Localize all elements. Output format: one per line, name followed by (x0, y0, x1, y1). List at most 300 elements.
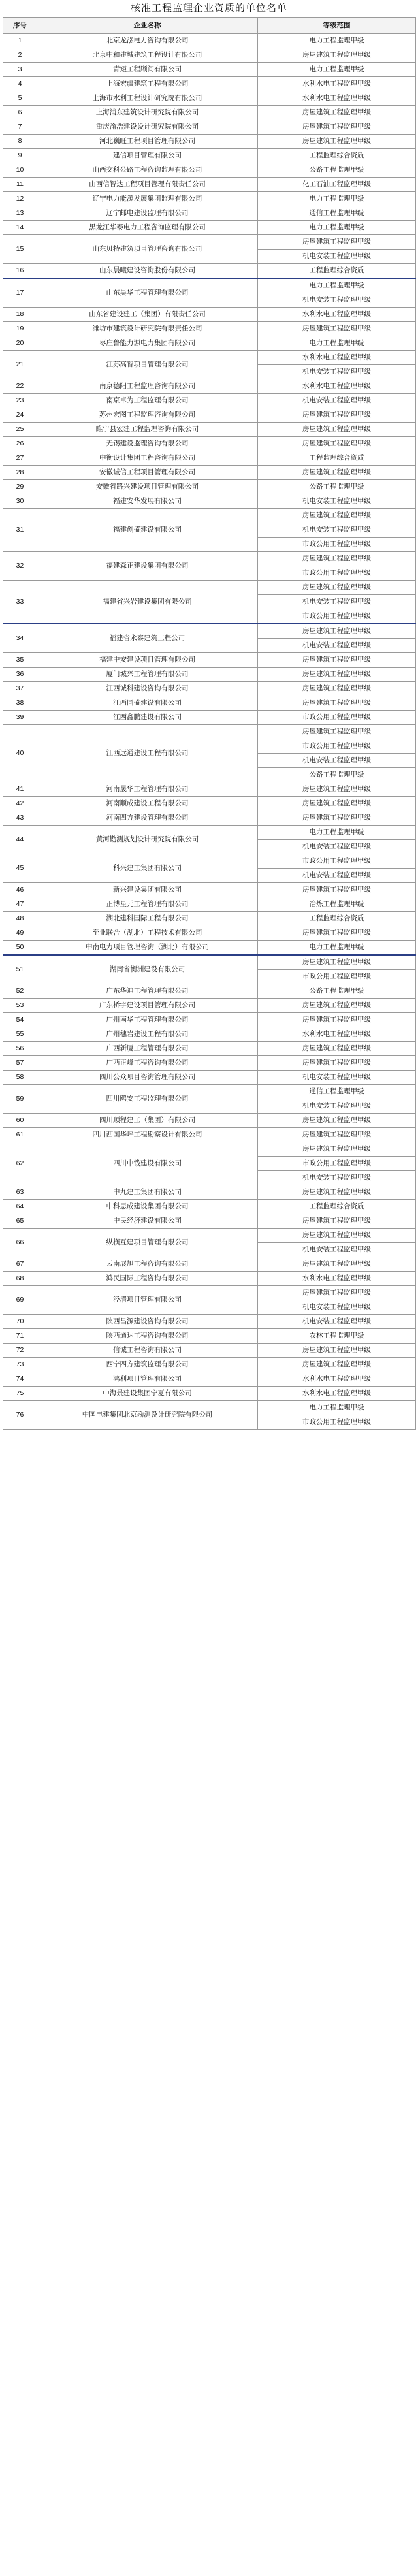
qualification-level: 市政公用工程监理甲级 (258, 739, 416, 754)
qualification-level: 公路工程监理甲级 (258, 984, 416, 999)
qualification-level: 水利水电工程监理甲级 (258, 1272, 416, 1286)
company-name: 无锡建设监理咨询有限公司 (37, 437, 258, 451)
table-row (3, 941, 416, 956)
company-name: 广州穗岩建设工程有限公司 (37, 1027, 258, 1042)
qualification-level: 房屋建筑工程监理甲级 (258, 106, 416, 120)
row-number: 55 (3, 1027, 37, 1042)
qualification-level: 市政公用工程监理甲级 (258, 1157, 416, 1171)
company-name: 鸿民国际工程咨询有限公司 (37, 1272, 258, 1286)
row-number: 17 (3, 278, 37, 308)
qualification-level: 房屋建筑工程监理甲级 (258, 120, 416, 135)
row-number: 48 (3, 912, 37, 926)
qualification-level: 电力工程监理甲级 (258, 1401, 416, 1415)
qualification-level: 机电安装工程监理甲级 (258, 250, 416, 264)
qualification-level: 机电安装工程监理甲级 (258, 840, 416, 854)
table-row (3, 624, 416, 639)
table-row (3, 854, 416, 869)
table-row (3, 394, 416, 408)
row-number: 13 (3, 206, 37, 221)
table-row (3, 552, 416, 566)
qualification-level: 机电安装工程监理甲级 (258, 595, 416, 609)
row-number: 20 (3, 336, 37, 351)
company-name: 湖南省衡洲建设有限公司 (37, 955, 258, 984)
company-name: 广西新厦工程管理有限公司 (37, 1042, 258, 1056)
row-number: 27 (3, 451, 37, 466)
row-number: 74 (3, 1372, 37, 1387)
company-name: 中南电力项目管理咨询（湖北）有限公司 (37, 941, 258, 956)
qualification-level: 房屋建筑工程监理甲级 (258, 682, 416, 696)
row-number: 61 (3, 1128, 37, 1142)
company-name: 纵横互建项目管理有限公司 (37, 1229, 258, 1257)
company-table (3, 17, 416, 1430)
company-name: 中科思成建设集团有限公司 (37, 1200, 258, 1214)
row-number: 69 (3, 1286, 37, 1315)
qualification-level: 机电安装工程监理甲级 (258, 365, 416, 379)
row-number: 22 (3, 379, 37, 394)
row-number: 64 (3, 1200, 37, 1214)
row-number: 72 (3, 1344, 37, 1358)
table-row (3, 682, 416, 696)
qualification-level: 房屋建筑工程监理甲级 (258, 408, 416, 423)
qualification-level: 机电安装工程监理甲级 (258, 494, 416, 509)
qualification-level: 市政公用工程监理甲级 (258, 854, 416, 869)
qualification-level: 房屋建筑工程监理甲级 (258, 423, 416, 437)
qualification-level: 市政公用工程监理甲级 (258, 609, 416, 624)
row-number: 42 (3, 797, 37, 811)
qualification-level: 房屋建筑工程监理甲级 (258, 1229, 416, 1243)
company-name: 中九建工集团有限公司 (37, 1185, 258, 1200)
table-row (3, 883, 416, 897)
table-row (3, 466, 416, 480)
qualification-level: 房屋建筑工程监理甲级 (258, 581, 416, 595)
row-number: 36 (3, 668, 37, 682)
row-number: 15 (3, 235, 37, 264)
company-name: 湖北建科国际工程有限公司 (37, 912, 258, 926)
company-name: 四川顺程建工（集团）有限公司 (37, 1114, 258, 1128)
company-name: 山西交科公路工程咨询监理有限公司 (37, 163, 258, 178)
company-name: 北京中和建城建筑工程设计有限公司 (37, 48, 258, 63)
qualification-level: 电力工程监理甲级 (258, 192, 416, 206)
table-row (3, 1071, 416, 1085)
row-number: 76 (3, 1401, 37, 1430)
qualification-level: 房屋建筑工程监理甲级 (258, 668, 416, 682)
company-name: 四川公众项目咨询管理有限公司 (37, 1071, 258, 1085)
qualification-level: 房屋建筑工程监理甲级 (258, 883, 416, 897)
company-name: 鸿利项目管理有限公司 (37, 1372, 258, 1387)
qualification-level: 房屋建筑工程监理甲级 (258, 926, 416, 941)
row-number: 49 (3, 926, 37, 941)
qualification-level: 市政公用工程监理甲级 (258, 538, 416, 552)
row-number: 56 (3, 1042, 37, 1056)
company-name: 山东省建设建工（集团）有限责任公司 (37, 308, 258, 322)
table-row (3, 1257, 416, 1272)
qualification-level: 房屋建筑工程监理甲级 (258, 322, 416, 336)
qualification-level: 工程监理综合资质 (258, 149, 416, 163)
row-number: 63 (3, 1185, 37, 1200)
company-name: 枣庄鲁能力源电力集团有限公司 (37, 336, 258, 351)
qualification-level: 公路工程监理甲级 (258, 163, 416, 178)
qualification-level: 房屋建筑工程监理甲级 (258, 811, 416, 826)
company-name: 正博星元工程管理有限公司 (37, 897, 258, 912)
row-number: 65 (3, 1214, 37, 1229)
qualification-level: 房屋建筑工程监理甲级 (258, 1128, 416, 1142)
company-name: 黄河勘测规划设计研究院有限公司 (37, 826, 258, 854)
table-row (3, 926, 416, 941)
row-number: 40 (3, 725, 37, 782)
company-name: 安徽省路兴建设项目管理有限公司 (37, 480, 258, 494)
table-row (3, 897, 416, 912)
qualification-level: 机电安装工程监理甲级 (258, 869, 416, 883)
qualification-level: 房屋建筑工程监理甲级 (258, 782, 416, 797)
table-row (3, 955, 416, 970)
qualification-level: 机电安装工程监理甲级 (258, 1099, 416, 1114)
qualification-level: 机电安装工程监理甲级 (258, 1071, 416, 1085)
row-number: 53 (3, 999, 37, 1013)
table-row (3, 437, 416, 451)
qualification-level: 通信工程监理甲级 (258, 206, 416, 221)
company-name: 广州南华工程管理有限公司 (37, 1013, 258, 1027)
qualification-level: 水利水电工程监理甲级 (258, 91, 416, 106)
table-row (3, 192, 416, 206)
qualification-level: 房屋建筑工程监理甲级 (258, 624, 416, 639)
qualification-level: 房屋建筑工程监理甲级 (258, 1344, 416, 1358)
company-name: 信诚工程咨询有限公司 (37, 1344, 258, 1358)
row-number: 33 (3, 581, 37, 624)
row-number: 60 (3, 1114, 37, 1128)
company-name: 河南晟华工程管理有限公司 (37, 782, 258, 797)
row-number: 46 (3, 883, 37, 897)
table-row (3, 221, 416, 235)
qualification-level: 房屋建筑工程监理甲级 (258, 1214, 416, 1229)
qualification-level: 电力工程监理甲级 (258, 63, 416, 77)
table-row (3, 1272, 416, 1286)
company-name: 辽宁电力能源发展集团监理有限公司 (37, 192, 258, 206)
table-row (3, 1056, 416, 1071)
row-number: 31 (3, 509, 37, 552)
qualification-level: 工程监理综合资质 (258, 451, 416, 466)
row-number: 67 (3, 1257, 37, 1272)
company-name: 福建中安建设项目管理有限公司 (37, 653, 258, 668)
company-name: 苏州宏图工程监理咨询有限公司 (37, 408, 258, 423)
company-name: 四川鸥安工程监理有限公司 (37, 1085, 258, 1114)
row-number: 47 (3, 897, 37, 912)
company-name: 广西正峰工程咨询有限公司 (37, 1056, 258, 1071)
table-row (3, 1286, 416, 1300)
row-number: 24 (3, 408, 37, 423)
table-row (3, 1329, 416, 1344)
qualification-level: 市政公用工程监理甲级 (258, 711, 416, 725)
table-row (3, 1214, 416, 1229)
qualification-level: 房屋建筑工程监理甲级 (258, 1286, 416, 1300)
company-name: 江西鑫鹏建设有限公司 (37, 711, 258, 725)
company-name: 北京龙泓电力咨询有限公司 (37, 34, 258, 48)
row-number: 12 (3, 192, 37, 206)
company-name: 福建省永泰建筑工程公司 (37, 624, 258, 653)
table-row (3, 782, 416, 797)
row-number: 32 (3, 552, 37, 581)
table-row (3, 135, 416, 149)
qualification-level: 房屋建筑工程监理甲级 (258, 466, 416, 480)
company-name: 江苏高智项目管理有限公司 (37, 351, 258, 379)
table-row (3, 1401, 416, 1415)
row-number: 14 (3, 221, 37, 235)
qualification-level: 工程监理综合资质 (258, 912, 416, 926)
row-number: 71 (3, 1329, 37, 1344)
company-name: 广东华迪工程管理有限公司 (37, 984, 258, 999)
table-row (3, 451, 416, 466)
row-number: 28 (3, 466, 37, 480)
table-row (3, 1315, 416, 1329)
table-row (3, 1372, 416, 1387)
table-row (3, 351, 416, 365)
qualification-level: 机电安装工程监理甲级 (258, 394, 416, 408)
row-number: 59 (3, 1085, 37, 1114)
row-number: 35 (3, 653, 37, 668)
row-number: 68 (3, 1272, 37, 1286)
table-row (3, 912, 416, 926)
company-name: 中海景建设集团宁夏有限公司 (37, 1387, 258, 1401)
company-name: 四川中钱建设有限公司 (37, 1142, 258, 1185)
qualification-level: 冶炼工程监理甲级 (258, 897, 416, 912)
row-number: 25 (3, 423, 37, 437)
qualification-level: 电力工程监理甲级 (258, 278, 416, 293)
company-name: 山东晨曦建设咨询股份有限公司 (37, 264, 258, 279)
row-number: 5 (3, 91, 37, 106)
company-name: 山东贝特建筑项目管理咨询有限公司 (37, 235, 258, 264)
company-name: 福建创盛建设有限公司 (37, 509, 258, 552)
qualification-level: 水利水电工程监理甲级 (258, 77, 416, 91)
table-row (3, 725, 416, 739)
table-row (3, 149, 416, 163)
qualification-level: 电力工程监理甲级 (258, 941, 416, 956)
table-row (3, 1142, 416, 1157)
table-row (3, 178, 416, 192)
row-number: 45 (3, 854, 37, 883)
company-name: 辽宁邮电建设监理有限公司 (37, 206, 258, 221)
row-number: 6 (3, 106, 37, 120)
qualification-level: 水利水电工程监理甲级 (258, 308, 416, 322)
company-name: 福建安华发展有限公司 (37, 494, 258, 509)
qualification-level: 房屋建筑工程监理甲级 (258, 509, 416, 523)
company-name: 江西同盛建设有限公司 (37, 696, 258, 711)
table-row (3, 494, 416, 509)
qualification-level: 农林工程监理甲级 (258, 1329, 416, 1344)
company-name: 河北巍旺工程项目管理有限公司 (37, 135, 258, 149)
qualification-level: 房屋建筑工程监理甲级 (258, 1185, 416, 1200)
qualification-level: 房屋建筑工程监理甲级 (258, 1142, 416, 1157)
row-number: 30 (3, 494, 37, 509)
qualification-level: 水利水电工程监理甲级 (258, 1372, 416, 1387)
qualification-level: 机电安装工程监理甲级 (258, 1171, 416, 1185)
table-row (3, 1387, 416, 1401)
qualification-level: 机电安装工程监理甲级 (258, 293, 416, 308)
table-row (3, 77, 416, 91)
qualification-level: 市政公用工程监理甲级 (258, 970, 416, 984)
company-name: 福建省兴岩建设集团有限公司 (37, 581, 258, 624)
qualification-level: 电力工程监理甲级 (258, 336, 416, 351)
company-name: 新兴建设集团有限公司 (37, 883, 258, 897)
company-name: 厦门城兴工程管理有限公司 (37, 668, 258, 682)
qualification-level: 房屋建筑工程监理甲级 (258, 437, 416, 451)
qualification-level: 房屋建筑工程监理甲级 (258, 653, 416, 668)
row-number: 54 (3, 1013, 37, 1027)
row-number: 52 (3, 984, 37, 999)
qualification-level: 房屋建筑工程监理甲级 (258, 552, 416, 566)
qualification-level: 机电安装工程监理甲级 (258, 1315, 416, 1329)
row-number: 19 (3, 322, 37, 336)
document-title: 核准工程监理企业资质的单位名单 (130, 3, 287, 14)
qualification-level: 机电安装工程监理甲级 (258, 639, 416, 653)
table-row (3, 48, 416, 63)
row-number: 2 (3, 48, 37, 63)
company-name: 南京卓为工程监理有限公司 (37, 394, 258, 408)
row-number: 26 (3, 437, 37, 451)
row-number: 23 (3, 394, 37, 408)
table-row (3, 1128, 416, 1142)
row-number: 18 (3, 308, 37, 322)
table-row (3, 63, 416, 77)
table-row (3, 235, 416, 250)
company-name: 睢宁县宏建工程监理咨询有限公司 (37, 423, 258, 437)
company-name: 至业联合（湖北）工程技术有限公司 (37, 926, 258, 941)
qualification-level: 水利水电工程监理甲级 (258, 1387, 416, 1401)
table-row (3, 811, 416, 826)
table-row (3, 163, 416, 178)
company-name: 广东桥宇建设项目管理有限公司 (37, 999, 258, 1013)
company-name: 江西诚科建设咨询有限公司 (37, 682, 258, 696)
row-number: 11 (3, 178, 37, 192)
company-name: 建信项目管理有限公司 (37, 149, 258, 163)
table-row (3, 278, 416, 293)
row-number: 51 (3, 955, 37, 984)
row-number: 44 (3, 826, 37, 854)
table-row (3, 509, 416, 523)
qualification-level: 房屋建筑工程监理甲级 (258, 1114, 416, 1128)
row-number: 21 (3, 351, 37, 379)
row-number: 58 (3, 1071, 37, 1085)
row-number: 16 (3, 264, 37, 279)
header-no: 序号 (3, 18, 37, 34)
qualification-level: 机电安装工程监理甲级 (258, 1300, 416, 1315)
company-name: 重庆渝浩建设设计研究院有限公司 (37, 120, 258, 135)
table-row (3, 408, 416, 423)
company-name: 中衡设计集团工程咨询有限公司 (37, 451, 258, 466)
qualification-level: 房屋建筑工程监理甲级 (258, 696, 416, 711)
qualification-level: 房屋建筑工程监理甲级 (258, 1013, 416, 1027)
table-row (3, 668, 416, 682)
row-number: 43 (3, 811, 37, 826)
row-number: 41 (3, 782, 37, 797)
table-row (3, 696, 416, 711)
company-name: 上海浦东建筑设计研究院有限公司 (37, 106, 258, 120)
qualification-level: 公路工程监理甲级 (258, 768, 416, 782)
table-row (3, 1013, 416, 1027)
table-row (3, 34, 416, 48)
row-number: 38 (3, 696, 37, 711)
qualification-level: 房屋建筑工程监理甲级 (258, 1257, 416, 1272)
qualification-level: 通信工程监理甲级 (258, 1085, 416, 1099)
table-row (3, 1027, 416, 1042)
row-number: 7 (3, 120, 37, 135)
company-name: 山西信智达工程项目管理有限责任公司 (37, 178, 258, 192)
table-body (3, 34, 416, 1430)
table-row (3, 984, 416, 999)
row-number: 62 (3, 1142, 37, 1185)
header-level: 等级范围 (258, 18, 416, 34)
table-row (3, 322, 416, 336)
table-header-row (3, 18, 416, 34)
qualification-level: 机电安装工程监理甲级 (258, 1243, 416, 1257)
table-row (3, 106, 416, 120)
qualification-level: 水利水电工程监理甲级 (258, 379, 416, 394)
company-name: 福建森正建设集团有限公司 (37, 552, 258, 581)
table-row (3, 120, 416, 135)
qualification-level: 房屋建筑工程监理甲级 (258, 135, 416, 149)
qualification-level: 电力工程监理甲级 (258, 826, 416, 840)
qualification-level: 化工石油工程监理甲级 (258, 178, 416, 192)
row-number: 73 (3, 1358, 37, 1372)
row-number: 1 (3, 34, 37, 48)
table-row (3, 423, 416, 437)
company-name: 中民经济建设有限公司 (37, 1214, 258, 1229)
company-name: 云南展旭工程咨询有限公司 (37, 1257, 258, 1272)
company-name: 潍坊市建筑设计研究院有限责任公司 (37, 322, 258, 336)
qualification-level: 机电安装工程监理甲级 (258, 523, 416, 538)
qualification-level: 电力工程监理甲级 (258, 34, 416, 48)
table-row (3, 308, 416, 322)
company-name: 江西远通建设工程有限公司 (37, 725, 258, 782)
qualification-level: 房屋建筑工程监理甲级 (258, 48, 416, 63)
row-number: 9 (3, 149, 37, 163)
company-name: 山东昊华工程管理有限公司 (37, 278, 258, 308)
company-name: 河南顺成建设工程有限公司 (37, 797, 258, 811)
company-name: 南京德阳工程监理咨询有限公司 (37, 379, 258, 394)
qualification-level: 市政公用工程监理甲级 (258, 1415, 416, 1430)
qualification-level: 房屋建筑工程监理甲级 (258, 999, 416, 1013)
qualification-level: 工程监理综合资质 (258, 264, 416, 279)
table-row (3, 1229, 416, 1243)
row-number: 3 (3, 63, 37, 77)
company-name: 青矩工程顾问有限公司 (37, 63, 258, 77)
row-number: 75 (3, 1387, 37, 1401)
table-row (3, 1358, 416, 1372)
qualification-level: 机电安装工程监理甲级 (258, 754, 416, 768)
company-name: 科兴建工集团有限公司 (37, 854, 258, 883)
qualification-level: 工程监理综合资质 (258, 1200, 416, 1214)
qualification-level: 水利水电工程监理甲级 (258, 1027, 416, 1042)
qualification-level: 市政公用工程监理甲级 (258, 566, 416, 581)
company-name: 陕西昌源建设咨询有限公司 (37, 1315, 258, 1329)
table-row (3, 264, 416, 279)
qualification-level: 房屋建筑工程监理甲级 (258, 797, 416, 811)
table-row (3, 1085, 416, 1099)
table-row (3, 336, 416, 351)
table-row (3, 379, 416, 394)
company-name: 安徽诚信工程项目管理有限公司 (37, 466, 258, 480)
table-row (3, 653, 416, 668)
company-name: 黑龙江华泰电力工程咨询监理有限公司 (37, 221, 258, 235)
row-number: 37 (3, 682, 37, 696)
qualification-level: 房屋建筑工程监理甲级 (258, 1358, 416, 1372)
qualification-level: 电力工程监理甲级 (258, 221, 416, 235)
company-name: 四川西国华坪工程勘察设计有限公司 (37, 1128, 258, 1142)
table-row (3, 711, 416, 725)
company-name: 河南四方建设管理有限公司 (37, 811, 258, 826)
row-number: 29 (3, 480, 37, 494)
row-number: 4 (3, 77, 37, 91)
row-number: 34 (3, 624, 37, 653)
row-number: 39 (3, 711, 37, 725)
